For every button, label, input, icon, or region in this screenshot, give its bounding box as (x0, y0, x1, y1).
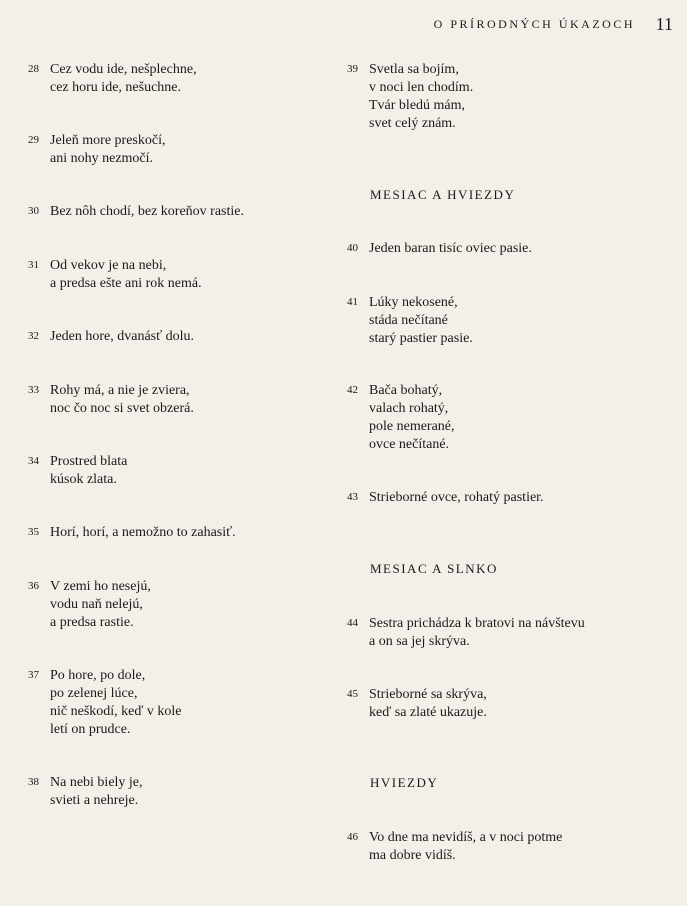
riddle-line: pole nemerané, (369, 419, 455, 434)
page-header (0, 14, 687, 38)
riddle-line: v noci len chodím. (369, 80, 474, 95)
riddle-line: cez horu ide, nešuchne. (50, 80, 181, 95)
section-heading-hviezdy: HVIEZDY (370, 775, 439, 790)
riddle-number: 46 (347, 831, 358, 843)
riddle-line: keď sa zlaté ukazuje. (369, 705, 487, 720)
riddle-line: noc čo noc si svet obzerá. (50, 401, 194, 416)
riddle-line: Cez vodu ide, nešplechne, (50, 62, 197, 77)
riddle-line: Svetla sa bojím, (369, 62, 459, 77)
riddle-number: 39 (347, 63, 358, 75)
riddle-number: 36 (28, 580, 39, 592)
riddle-line: Jeleň more preskočí, (50, 133, 166, 148)
riddle-number: 30 (28, 205, 39, 217)
riddle-line: Jeden baran tisíc oviec pasie. (369, 241, 532, 256)
page-number: 11 (655, 14, 673, 34)
riddle-line: kúsok zlata. (50, 472, 117, 487)
riddle-line: Rohy má, a nie je zviera, (50, 383, 190, 398)
riddle-line: Od vekov je na nebi, (50, 258, 167, 273)
riddle-number: 41 (347, 296, 358, 308)
riddle-line: a predsa ešte ani rok nemá. (50, 276, 202, 291)
riddle-line: po zelenej lúce, (50, 686, 138, 701)
riddle-line: Bača bohatý, (369, 383, 443, 398)
riddle-line: ma dobre vidíš. (369, 848, 456, 863)
running-title: O PRÍRODNÝCH ÚKAZOCH (433, 17, 635, 31)
riddle-line: Prostred blata (50, 454, 128, 469)
riddle-number: 45 (347, 688, 358, 700)
riddle-line: Lúky nekosené, (369, 295, 458, 310)
riddle-number: 28 (28, 63, 39, 75)
riddle-line: valach rohatý, (369, 401, 449, 416)
riddle-line: stáda nečítané (369, 313, 448, 328)
section-heading-mesiac-slnko: MESIAC A SLNKO (370, 561, 498, 576)
riddle-line: Bez nôh chodí, bez koreňov rastie. (50, 204, 244, 219)
riddle-line: ovce nečítané. (369, 437, 450, 452)
riddle-number: 35 (28, 526, 39, 538)
riddle-line: Strieborné ovce, rohatý pastier. (369, 490, 544, 505)
riddle-line: V zemi ho nesejú, (50, 579, 151, 594)
riddle-line: Tvár bledú mám, (369, 98, 466, 113)
riddle-number: 38 (28, 776, 39, 788)
riddle-number: 32 (28, 330, 39, 342)
riddle-line: Horí, horí, a nemožno to zahasiť. (50, 525, 236, 540)
riddle-number: 34 (28, 455, 39, 467)
riddle-line: Vo dne ma nevidíš, a v noci potme (369, 830, 563, 845)
section-heading-mesiac-hviezdy: MESIAC A HVIEZDY (370, 187, 516, 202)
riddle-number: 31 (28, 259, 39, 271)
riddle-line: a predsa rastie. (50, 615, 134, 630)
riddle-line: letí on prudce. (50, 722, 131, 737)
riddle-line: a on sa jej skrýva. (369, 634, 470, 649)
riddle-line: svieti a nehreje. (50, 793, 139, 808)
riddle-line: nič neškodí, keď v kole (50, 704, 182, 719)
riddle-number: 37 (28, 669, 39, 681)
riddle-number: 43 (347, 491, 358, 503)
riddle-line: Strieborné sa skrýva, (369, 687, 487, 702)
riddle-number: 29 (28, 134, 39, 146)
riddle-line: Po hore, po dole, (50, 668, 146, 683)
riddle-line: Na nebi biely je, (50, 775, 143, 790)
riddle-number: 33 (28, 384, 39, 396)
riddle-line: Sestra prichádza k bratovi na návštevu (369, 616, 585, 631)
riddle-line: starý pastier pasie. (369, 331, 473, 346)
riddle-number: 44 (347, 617, 358, 629)
riddle-line: Jeden hore, dvanásť dolu. (50, 329, 194, 344)
riddle-line: svet celý znám. (369, 116, 456, 131)
riddle-number: 42 (347, 384, 358, 396)
riddle-number: 40 (347, 242, 358, 254)
riddle-line: vodu naň nelejú, (50, 597, 143, 612)
riddle-line: ani nohy nezmočí. (50, 151, 154, 166)
